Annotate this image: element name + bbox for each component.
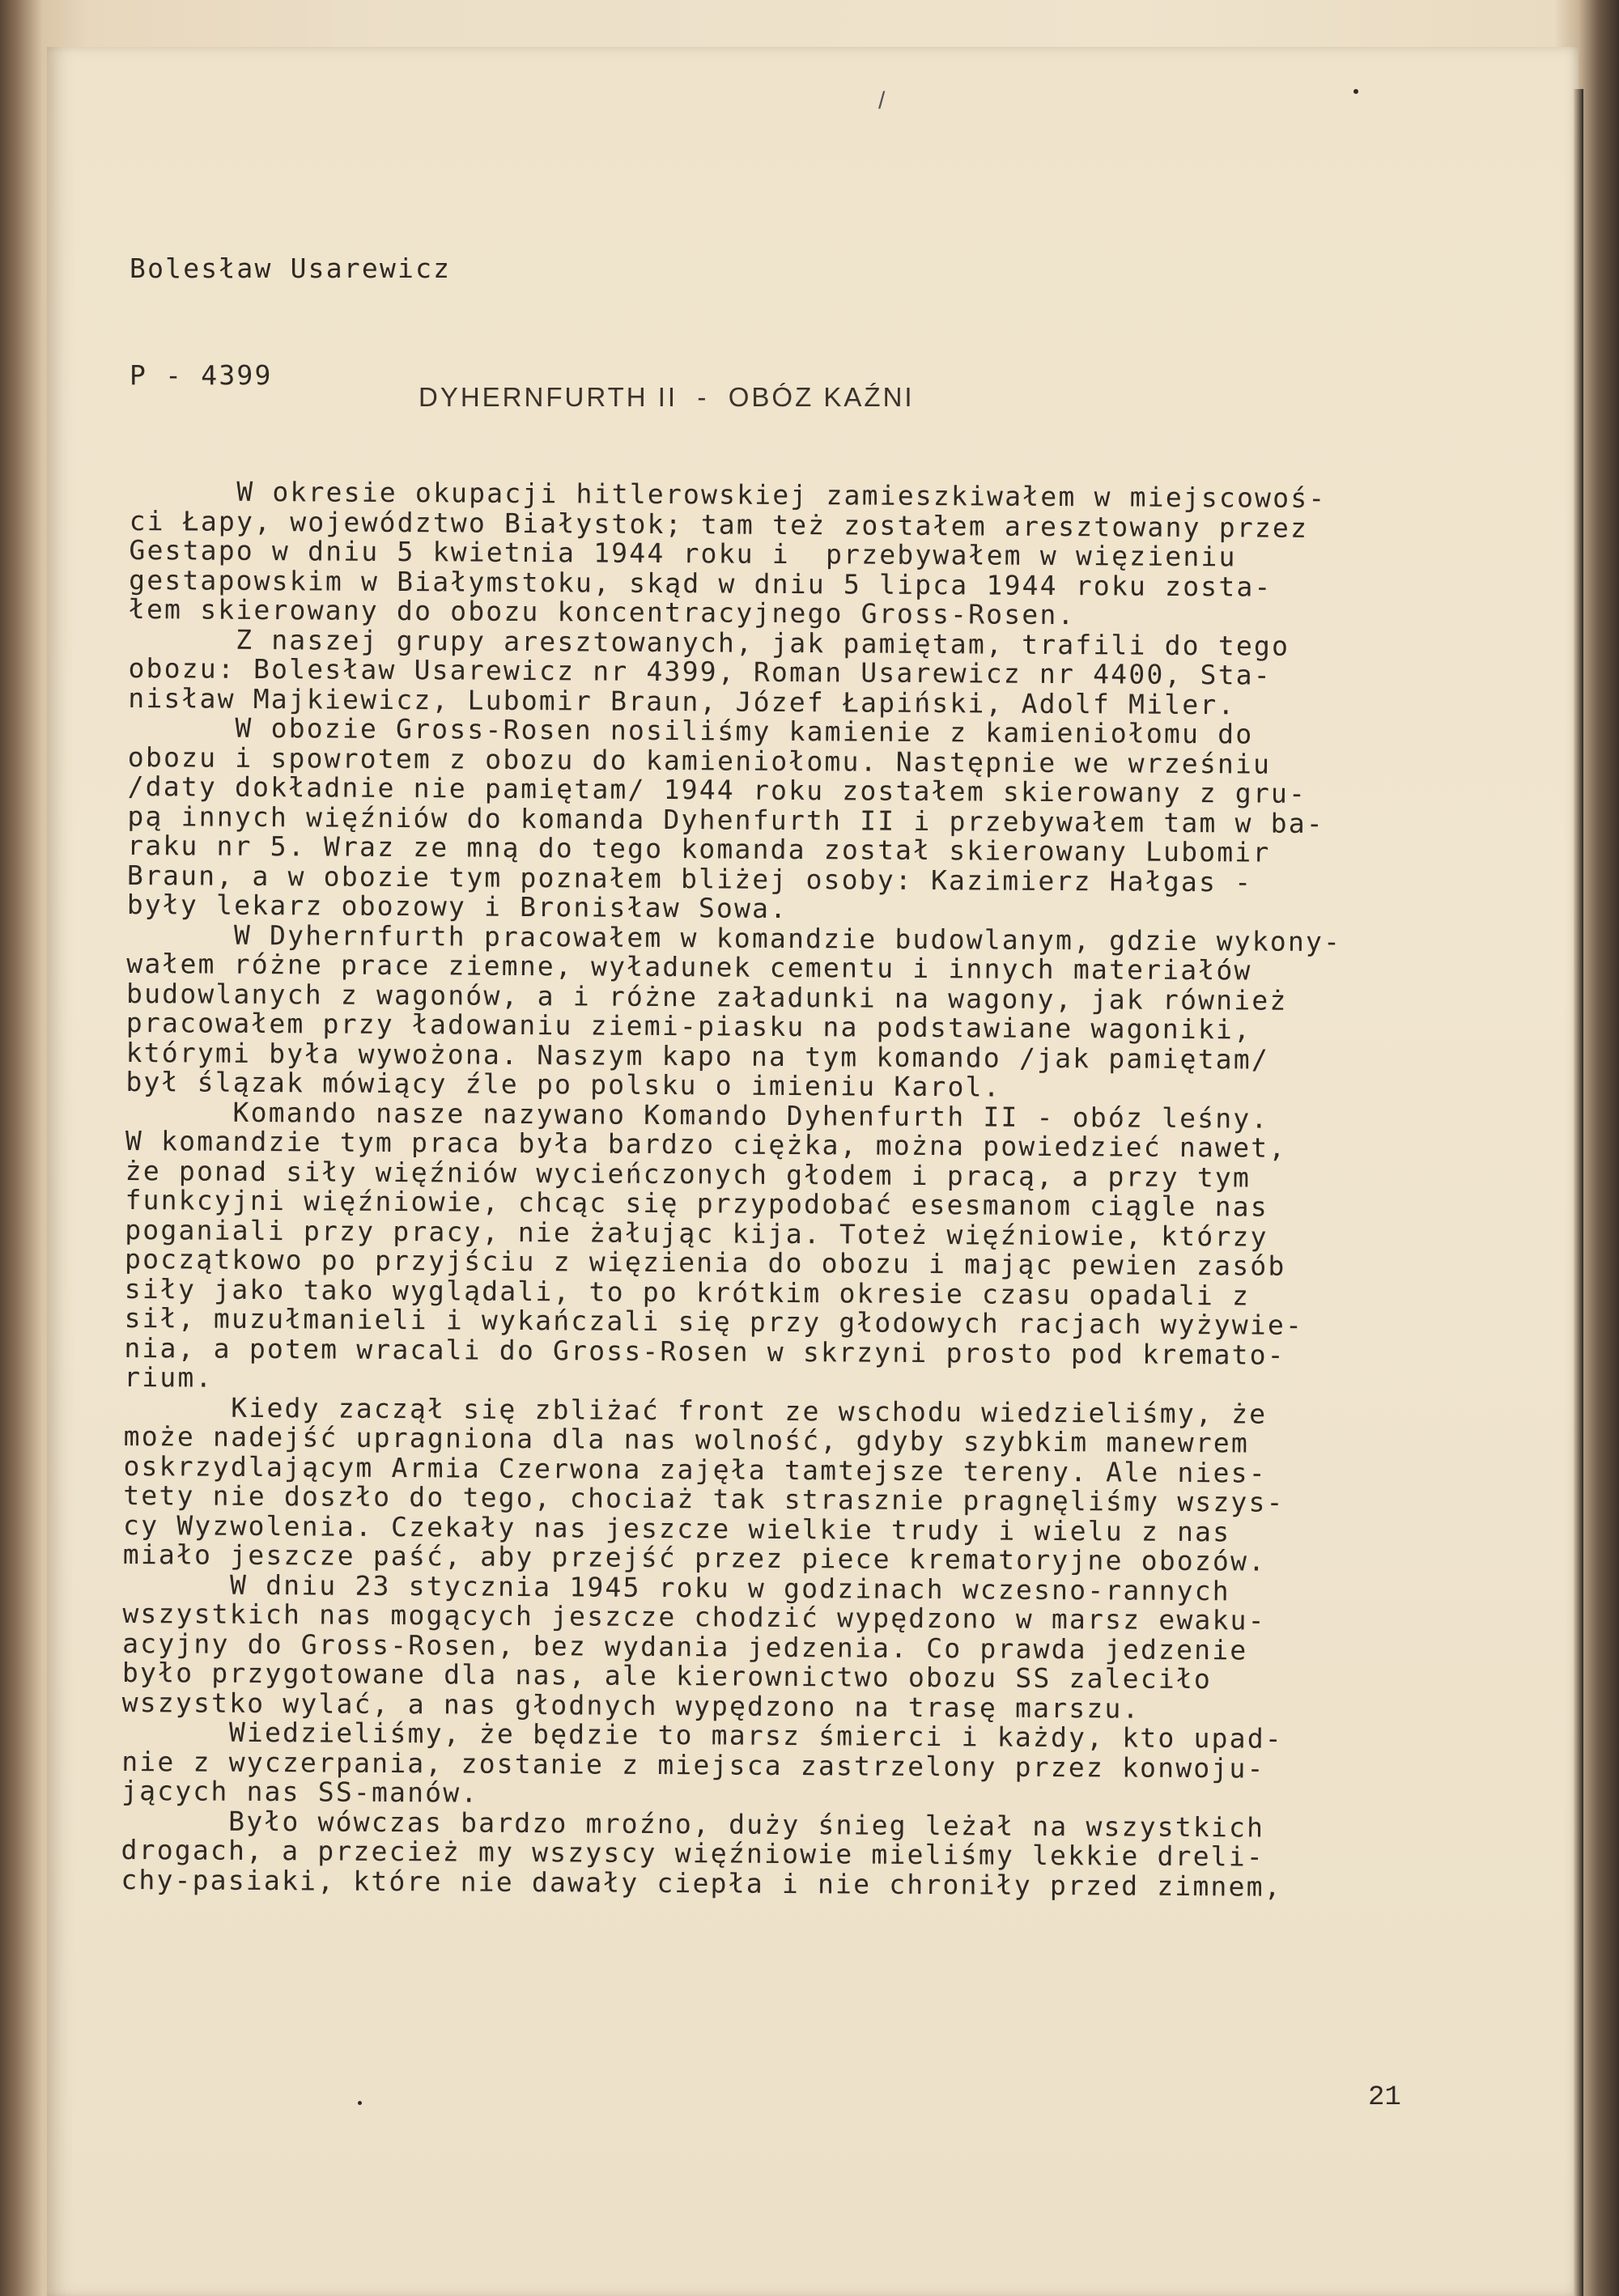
text-line: wszystkich nas mogących jeszcze chodzić wypędzono w marsz ewaku- [122,1597,1266,1636]
text-line: gestapowskim w Białymstoku, skąd w dniu 5 lipca 1944 roku zosta- [129,563,1273,603]
page-title: DYHERNFURTH II - OBÓZ KAŹNI [419,382,915,412]
text-line: rium. [124,1360,214,1394]
text-line: poganiali przy pracy, nie żałując kija. Toteż więźniowie, którzy [125,1213,1268,1253]
ink-dot [358,2101,362,2105]
text-line: może nadejść upragniona dla nas wolność, gdyby szybkim manewrem [123,1420,1250,1459]
text-line: pracowałem przy ładowaniu ziemi-piasku na podstawiane wagoniki, [125,1006,1252,1046]
pencil-mark: / [878,87,886,114]
text-line: wałem różne prace ziemne, wyładunek cementu i innych materiałów [126,947,1252,987]
text-line: budowlanych z wagonów, a i różne załadunki na wagony, jak również [125,977,1288,1016]
text-line: oskrzydlającym Armia Czerwona zajęła tamtejsze tereny. Ale nies- [123,1449,1267,1489]
text-line: /daty dokładnie nie pamiętam/ 1944 roku zostałem skierowany z gru- [127,770,1307,809]
text-line: W Dyhernfurth pracowałem w komandzie budowlanym, gdzie wykony- [126,918,1342,957]
text-line: W komandzie tym praca była bardzo ciężka, można powiedzieć nawet, [125,1124,1287,1164]
text-line: były lekarz obozowy i Bronisław Sowa. [126,888,788,924]
text-line: miało jeszcze paść, aby przejść przez piece krematoryjne obozów. [122,1538,1267,1577]
text-line: Gestapo w dniu 5 kwietnia 1944 roku i przebywałem w więzieniu [129,533,1237,573]
text-line: acyjny do Gross-Rosen, bez wydania jedzenia. Co prawda jedzenie [122,1627,1248,1666]
text-line: Z naszej grupy aresztowanych, jak pamiętam, trafili do tego [128,622,1290,662]
text-line: drogach, a przecież my wszyscy więźniowie mieliśmy lekkie dreli- [121,1833,1265,1873]
text-line: nisław Majkiewicz, Lubomir Braun, Józef Łapiński, Adolf Miler. [128,681,1236,720]
text-line: jących nas SS-manów. [121,1774,479,1809]
text-line: ci Łapy, województwo Białystok; tam też zostałem aresztowany przez [129,504,1309,544]
text-line: nia, a potem wracali do Gross-Rosen w skrzyni prosto pod kremato- [124,1331,1285,1371]
text-line: Wiedzieliśmy, że będzie to marsz śmierci i każdy, kto upad- [121,1715,1284,1755]
text-line: sił, muzułmanieli i wykańczali się przy głodowych racjach wyżywie- [124,1301,1304,1341]
text-line: tety nie doszło do tego, chociaż tak strasznie pragnęliśmy wszys- [123,1479,1285,1518]
page-edge-shadow [1574,89,1583,2296]
text-line: wszystko wylać, a nas głodnych wypędzono na trasę marszu. [121,1686,1141,1725]
text-line: był ślązak mówiący źle po polsku o imieniu Karol. [125,1065,1001,1103]
text-line: było przygotowane dla nas, ale kierownictwo obozu SS zaleciło [121,1656,1213,1695]
text-line: W dniu 23 stycznia 1945 roku w godzinach wczesno-rannych [122,1568,1230,1606]
text-line: funkcyjni więźniowie, chcąc się przypodobać esesmanom ciągle nas [125,1183,1268,1223]
ink-dot [1353,89,1358,94]
text-line: siły jako tako wyglądali, to po krótkim okresie czasu opadali z [124,1272,1251,1311]
text-line: łem skierowany do obozu koncentracyjnego Gross-Rosen. [128,592,1076,631]
text-line: którymi była wywożona. Naszym kapo na tym komando /jak pamiętam/ [125,1036,1270,1076]
text-line: początkowo po przyjściu z więzienia do obozu i mając pewien zasób [124,1242,1286,1282]
text-line: nie z wyczerpania, zostanie z miejsca zastrzelony przez konwoju- [121,1745,1265,1785]
text-line: chy-pasiaki, które nie dawały ciepła i nie chroniły przed zimnem, [121,1863,1282,1903]
author-block [130,180,451,465]
author-name: Bolesław Usarewicz [130,253,452,284]
prisoner-number: P - 4399 [130,359,273,391]
text-line: Braun, a w obozie tym poznałem bliżej osoby: Kazimierz Hałgas - [126,859,1253,898]
text-line: raku nr 5. Wraz ze mną do tego komanda został skierowany Lubomir [127,829,1271,868]
text-line: obozu i spowrotem z obozu do kamieniołomu. Następnie we wrześniu [127,741,1272,780]
text-line: Komando nasze nazywano Komando Dyhenfurth II - obóz leśny. [125,1095,1269,1135]
text-line: pą innych więźniów do komanda Dyhenfurth II i przebywałem tam w ba- [127,800,1325,839]
text-line: W obozie Gross-Rosen nosiliśmy kamienie z kamieniołomu do [127,711,1254,750]
text-line: obozu: Bolesław Usarewicz nr 4399, Roman Usarewicz nr 4400, Sta- [128,651,1272,691]
text-line: że ponad siły więźniów wycieńczonych głodem i pracą, a przy tym [125,1154,1251,1193]
text-line: Było wówczas bardzo mroźno, duży śnieg leżał na wszystkich [121,1804,1265,1844]
document-body [121,476,1441,1902]
text-line: Kiedy zaczął się zbliżać front ze wschodu wiedzieliśmy, że [123,1390,1268,1430]
text-line: cy Wyzwolenia. Czekały nas jeszcze wielkie trudy i wielu z nas [122,1509,1231,1547]
text-line: W okresie okupacji hitlerowskiej zamieszkiwałem w miejscowoś- [129,475,1327,515]
page-number: 21 [1368,2082,1401,2113]
